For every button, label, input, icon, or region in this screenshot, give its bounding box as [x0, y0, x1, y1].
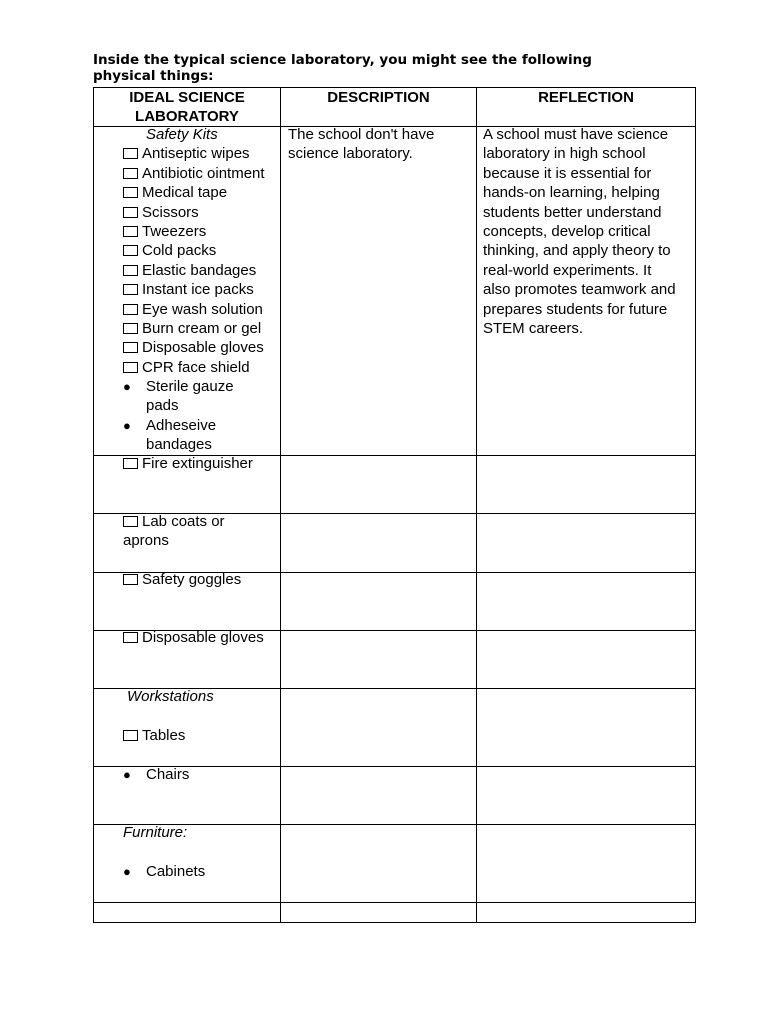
item-label: Burn cream or gel — [142, 319, 262, 337]
checkbox-icon[interactable] — [123, 207, 138, 218]
bullet-icon: ● — [123, 379, 131, 395]
header-reflection: REFLECTION — [538, 89, 634, 106]
list-item-continued — [123, 435, 280, 454]
item-label: Tweezers — [142, 222, 207, 240]
item-label: Sterile gauze — [146, 378, 234, 396]
header-ideal-science-laboratory — [94, 88, 280, 127]
checkbox-icon[interactable] — [123, 265, 138, 276]
list-item — [123, 164, 280, 183]
reflection-line: concepts, develop critical — [483, 222, 651, 240]
checkbox-icon[interactable] — [123, 362, 138, 373]
row-disposable-gloves — [123, 628, 280, 647]
table-row-divider — [93, 902, 696, 903]
item-label: Elastic bandages — [142, 261, 257, 279]
header-line: IDEAL SCIENCE — [129, 89, 245, 106]
reflection-line: prepares students for future — [483, 300, 668, 318]
checkbox-icon[interactable] — [123, 342, 138, 353]
item-label: Cabinets — [146, 862, 206, 880]
item-label: Cold packs — [142, 242, 217, 260]
item-label: Lab coats or — [142, 513, 225, 530]
checkbox-icon[interactable] — [123, 245, 138, 256]
reflection-cell — [483, 125, 693, 338]
item-label: Medical tape — [142, 184, 228, 202]
reflection-line: real-world experiments. It — [483, 261, 652, 279]
list-item — [123, 377, 280, 396]
checkbox-icon[interactable] — [123, 632, 138, 643]
item-label: bandages — [146, 436, 212, 454]
item-label: Instant ice packs — [142, 281, 254, 299]
item-label: Fire extinguisher — [142, 455, 253, 472]
table-border-left — [93, 87, 94, 923]
checkbox-icon[interactable] — [123, 148, 138, 159]
checkbox-icon[interactable] — [123, 730, 138, 741]
header-description: DESCRIPTION — [327, 89, 430, 106]
intro-text: Inside the typical science laboratory, you might see the following physical things: — [93, 52, 592, 84]
row-fire-extinguisher — [123, 454, 280, 473]
list-item — [123, 261, 280, 280]
item-label: pads — [146, 397, 179, 415]
item-label-continued: aprons — [123, 532, 169, 550]
section-title-workstations: Workstations — [127, 688, 214, 705]
checkbox-icon[interactable] — [123, 168, 138, 179]
list-item — [123, 319, 280, 338]
list-item — [123, 338, 280, 357]
reflection-line: because it is essential for — [483, 164, 652, 182]
section-title-furniture: Furniture: — [123, 824, 188, 841]
table-col-divider — [280, 87, 281, 923]
section-title-safety-kits: Safety Kits — [146, 126, 218, 143]
checkbox-icon[interactable] — [123, 304, 138, 315]
row-safety-goggles — [123, 570, 280, 589]
reflection-line: thinking, and apply theory to — [483, 242, 671, 260]
item-label: Chairs — [146, 766, 190, 783]
checkbox-icon[interactable] — [123, 458, 138, 469]
bullet-icon: ● — [123, 863, 131, 879]
row-chairs — [123, 765, 280, 784]
checkbox-icon[interactable] — [123, 187, 138, 198]
item-label: Tables — [142, 726, 186, 744]
checkbox-icon[interactable] — [123, 323, 138, 334]
table-col-divider — [476, 87, 477, 923]
bullet-icon: ● — [123, 417, 131, 433]
row-workstations — [123, 687, 280, 745]
description-cell — [288, 125, 473, 164]
header-line: LABORATORY — [135, 108, 239, 126]
list-item — [123, 203, 280, 222]
lab-table — [93, 87, 696, 923]
description-line: science laboratory. — [288, 145, 413, 163]
reflection-line: A school must have science — [483, 126, 669, 143]
list-item — [123, 144, 280, 163]
bullet-icon: ● — [123, 767, 131, 782]
reflection-line: hands-on learning, helping — [483, 184, 660, 202]
description-line: The school don't have — [288, 126, 435, 143]
item-label: Antiseptic wipes — [142, 145, 250, 163]
list-item — [123, 241, 280, 260]
item-label: Antibiotic ointment — [142, 164, 265, 182]
row-lab-coats — [123, 512, 280, 551]
safety-kits-cell — [123, 125, 280, 455]
reflection-line: STEM careers. — [483, 319, 584, 337]
list-item — [123, 358, 280, 377]
checkbox-icon[interactable] — [123, 516, 138, 527]
reflection-line: students better understand — [483, 203, 662, 221]
reflection-line: also promotes teamwork and — [483, 281, 676, 299]
checkbox-icon[interactable] — [123, 284, 138, 295]
table-border-right — [695, 87, 696, 923]
list-item — [123, 222, 280, 241]
item-label: Disposable gloves — [142, 629, 264, 646]
item-label: Safety goggles — [142, 571, 242, 588]
row-furniture — [123, 823, 280, 881]
item-label: Eye wash solution — [142, 300, 263, 318]
item-label: Scissors — [142, 203, 199, 221]
list-item — [123, 280, 280, 299]
table-border-bottom — [93, 922, 696, 923]
item-label: CPR face shield — [142, 358, 250, 376]
checkbox-icon[interactable] — [123, 574, 138, 585]
reflection-line: laboratory in high school — [483, 145, 646, 163]
item-label: Adheseive — [146, 416, 217, 434]
item-label: Disposable gloves — [142, 339, 264, 357]
checkbox-icon[interactable] — [123, 226, 138, 237]
list-item-continued — [123, 396, 280, 415]
list-item — [123, 416, 280, 435]
list-item — [123, 183, 280, 202]
list-item — [123, 300, 280, 319]
